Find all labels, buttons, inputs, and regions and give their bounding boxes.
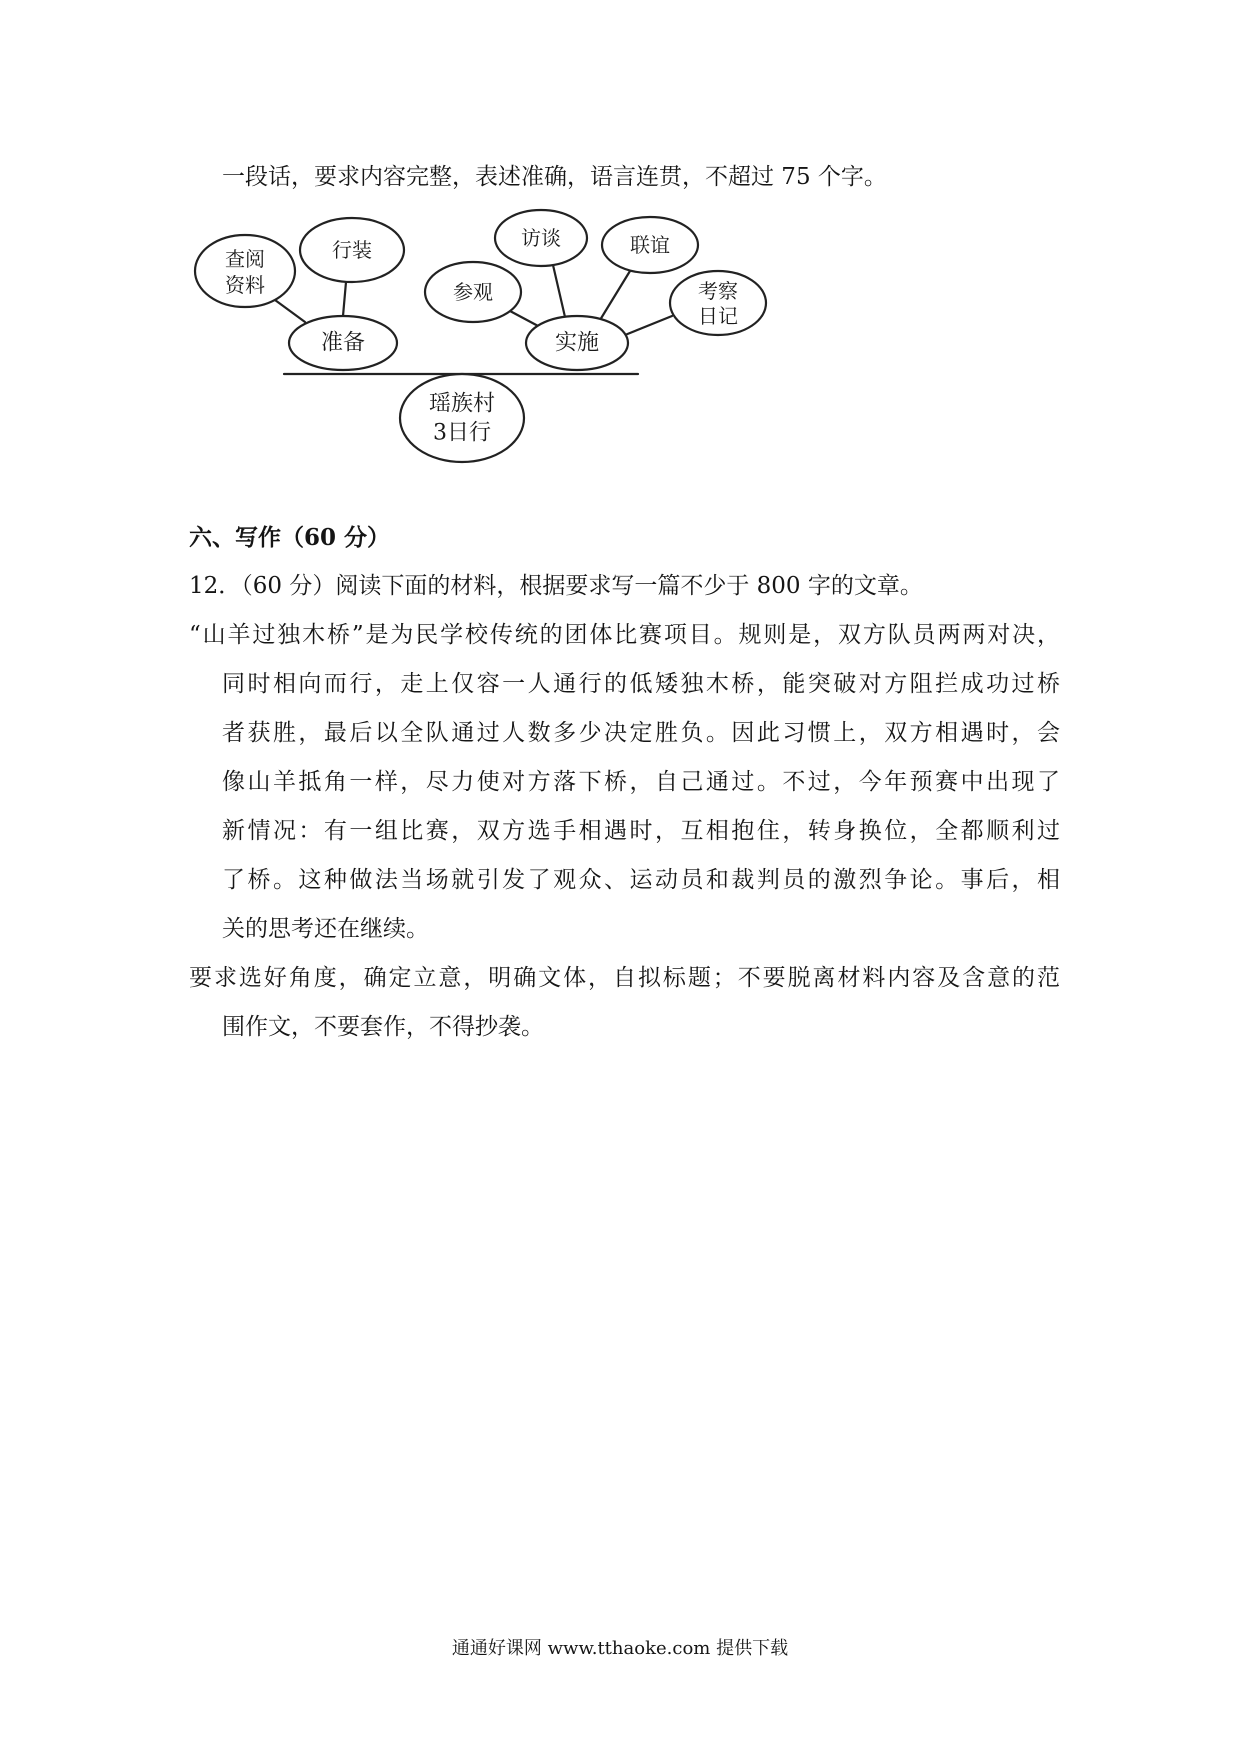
material-line: “山羊过独木桥”是为民学校传统的团体比赛项目。规则是，双方队员两两对决， xyxy=(189,622,1060,648)
node-research-materials xyxy=(195,235,295,307)
material-line: 新情况：有一组比赛，双方选手相遇时，互相抱住，转身换位，全都顺利过 xyxy=(222,818,1060,844)
node-label: 考察 xyxy=(698,279,738,303)
requirement-line: 围作文，不要套作，不得抄袭。 xyxy=(222,1014,544,1040)
section-heading: 六、写作（60 分） xyxy=(189,524,391,551)
node-interview xyxy=(495,210,587,266)
node-label: 查阅 xyxy=(225,247,265,271)
page-footer: 通通好课网 www.tthaoke.com 提供下载 xyxy=(451,1638,789,1659)
connector-line xyxy=(510,311,540,327)
node-field-diary xyxy=(670,271,766,335)
material-line: 关的思考还在继续。 xyxy=(222,916,429,942)
connector-line xyxy=(600,271,630,320)
connector-line xyxy=(625,316,672,335)
connector-line xyxy=(343,282,346,316)
node-ellipse xyxy=(400,374,524,462)
node-fellowship xyxy=(602,217,698,273)
node-visit xyxy=(425,262,521,322)
connector-line xyxy=(553,265,565,317)
node-label: 联谊 xyxy=(630,233,670,257)
node-preparation xyxy=(289,316,397,370)
material-line: 像山羊抵角一样，尽力使对方落下桥，自己通过。不过，今年预赛中出现了 xyxy=(222,769,1060,795)
material-line: 同时相向而行，走上仅容一人通行的低矮独木桥，能突破对方阻拦成功过桥 xyxy=(222,671,1060,697)
requirement-line: 要求选好角度，确定立意，明确文体，自拟标题；不要脱离材料内容及含意的范 xyxy=(189,965,1060,991)
node-implementation xyxy=(526,316,628,370)
trip-mind-map xyxy=(0,0,1240,480)
node-luggage xyxy=(300,218,404,282)
node-label: 资料 xyxy=(225,273,265,297)
node-root xyxy=(400,374,524,462)
node-label: 参观 xyxy=(453,280,493,304)
question-stem: 12．（60 分）阅读下面的材料，根据要求写一篇不少于 800 字的文章。 xyxy=(189,573,923,599)
node-label: 准备 xyxy=(320,330,366,356)
node-label: 3日行 xyxy=(433,420,491,446)
node-label: 访谈 xyxy=(521,226,561,250)
writing-section xyxy=(189,513,1060,1052)
intro-line: 一段话，要求内容完整，表述准确，语言连贯，不超过 75 个字。 xyxy=(222,164,887,190)
material-line: 了桥。这种做法当场就引发了观众、运动员和裁判员的激烈争论。事后，相 xyxy=(222,867,1060,893)
node-label: 日记 xyxy=(698,304,738,328)
node-label: 实施 xyxy=(554,330,600,356)
connector-line xyxy=(275,300,305,322)
node-label: 瑶族村 xyxy=(428,391,496,417)
node-label: 行装 xyxy=(332,238,372,262)
material-line: 者获胜，最后以全队通过人数多少决定胜负。因此习惯上，双方相遇时，会 xyxy=(222,720,1060,746)
